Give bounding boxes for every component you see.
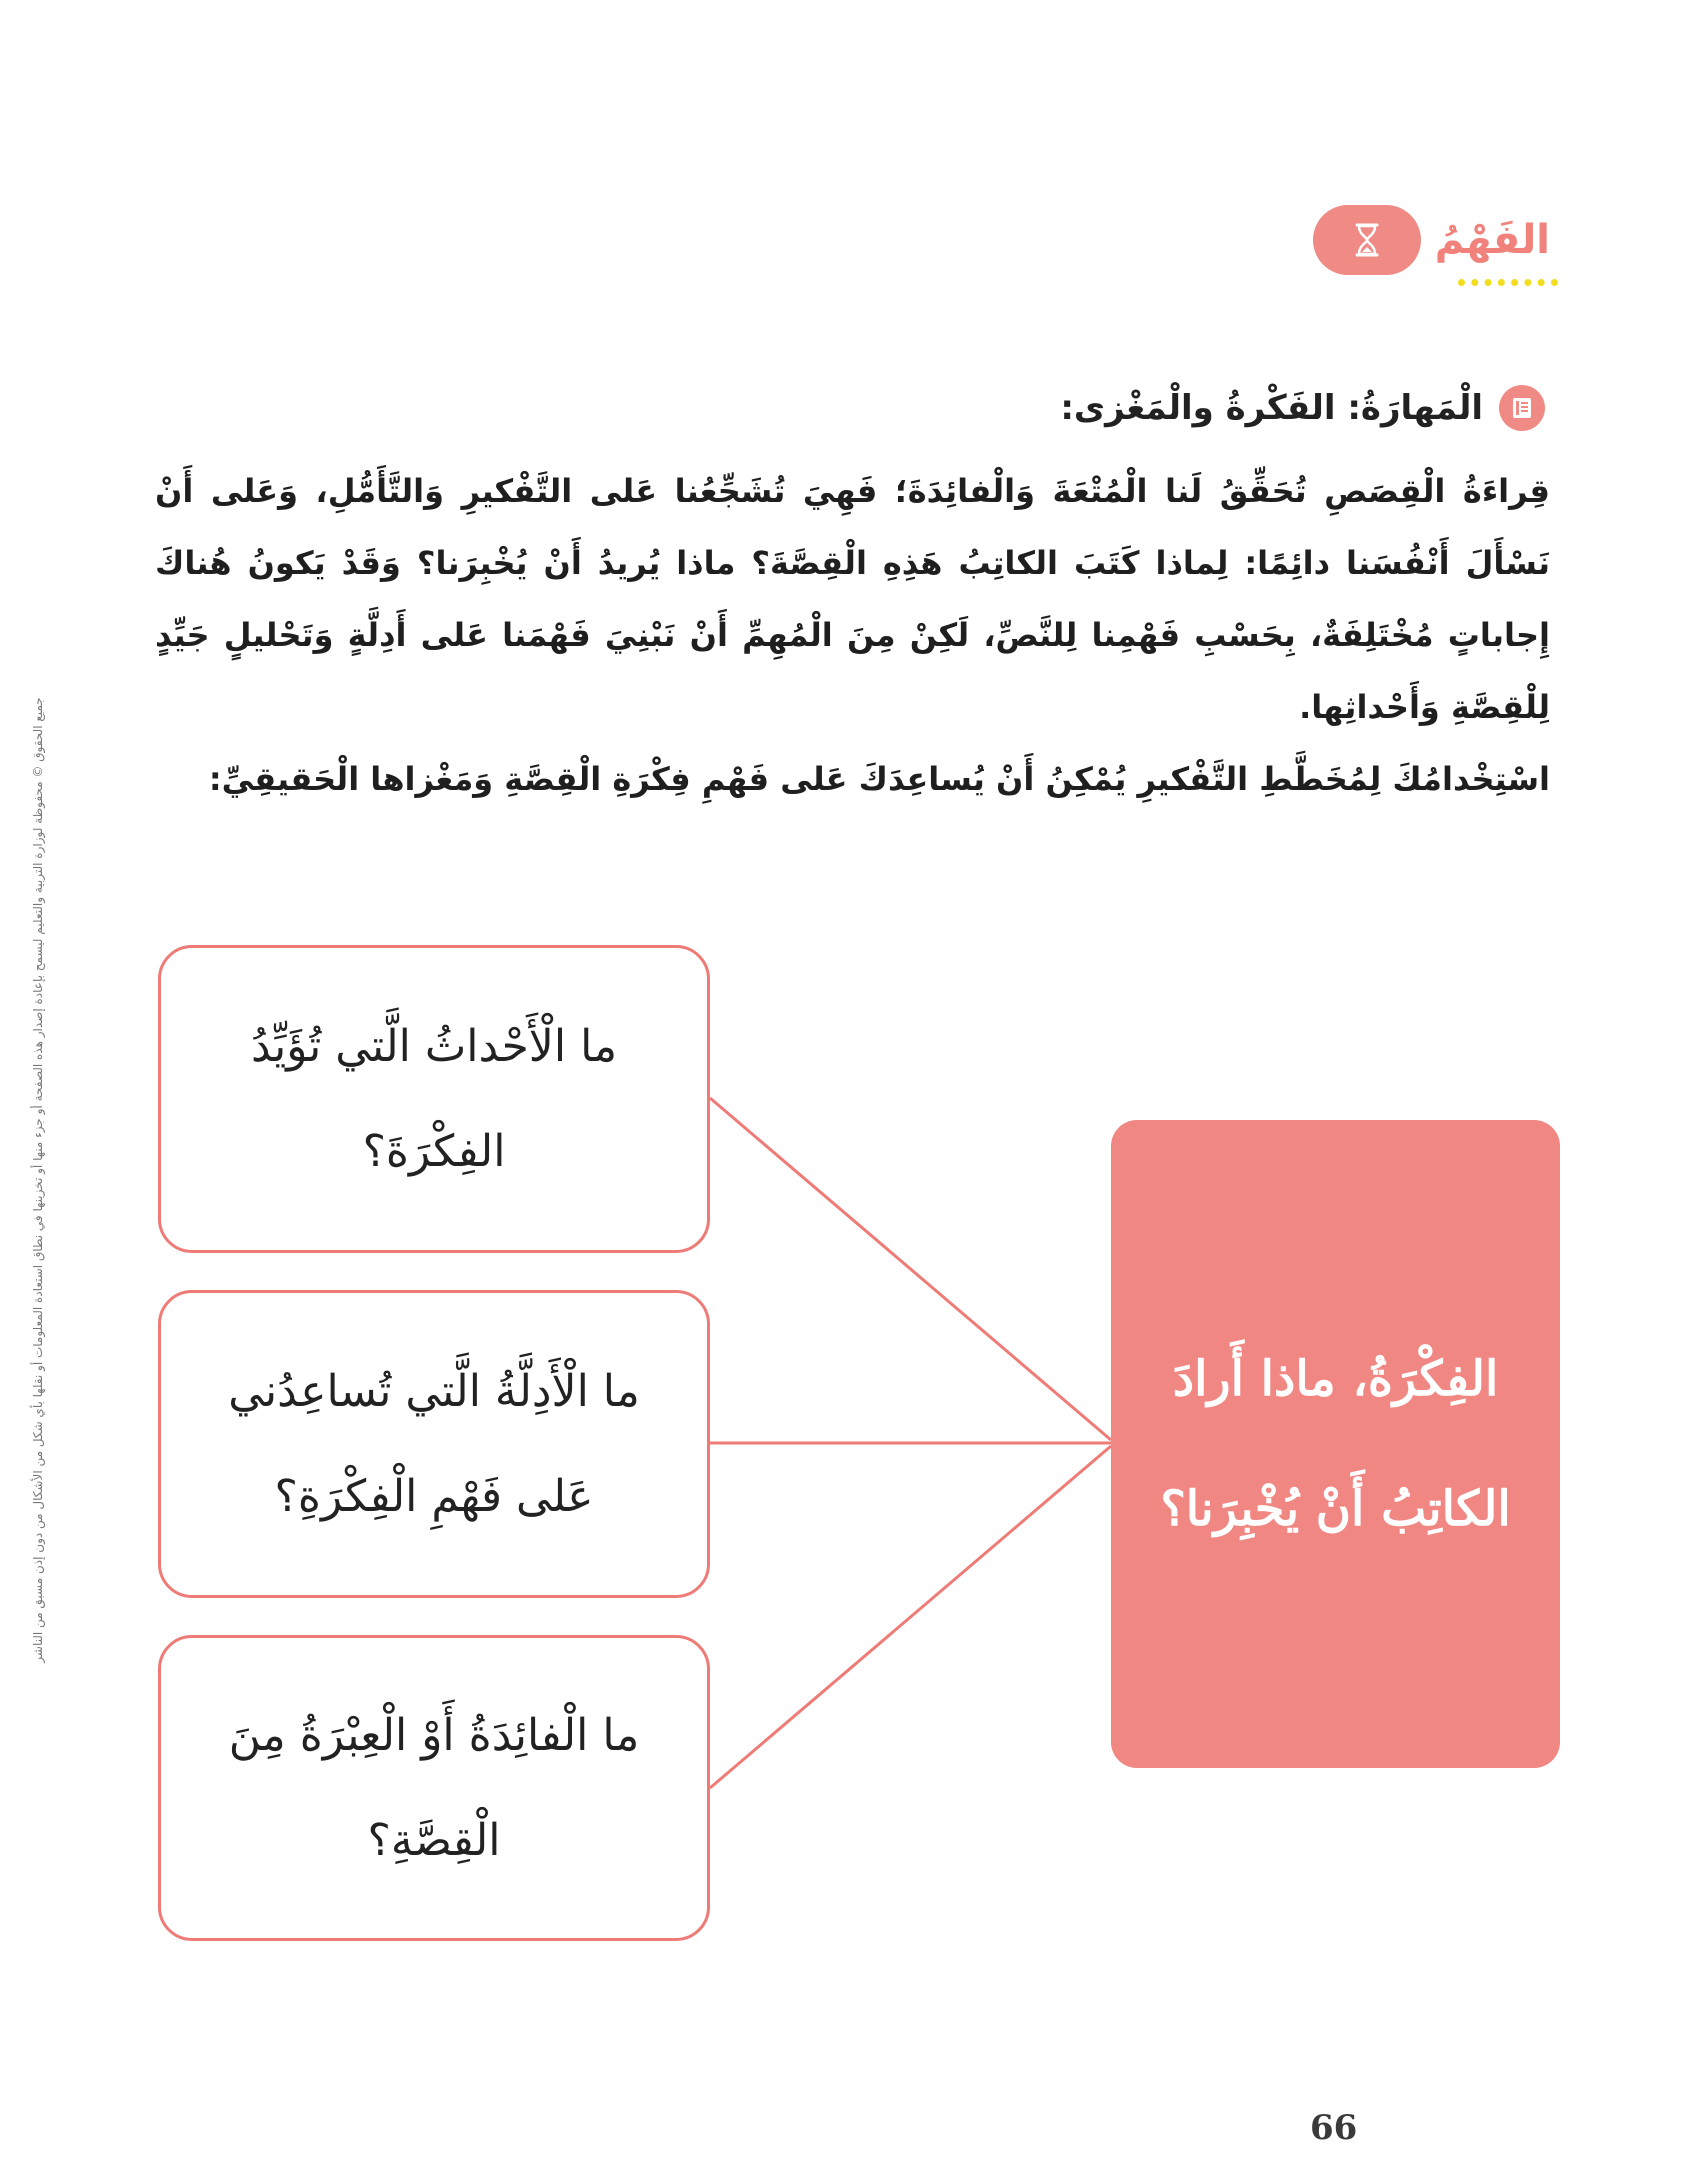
question-box-evidence: [158, 1290, 710, 1598]
question-text: ما الْفائِدَةُ أَوْ الْعِبْرَةُ مِنَ الْقِصَّةِ؟: [228, 1710, 640, 1866]
question-text: ما الْأَدِلَّةُ الَّتي تُساعِدُني عَلى فَهْمِ الْفِكْرَةِ؟: [228, 1366, 640, 1522]
page-number: 66: [1310, 2108, 1358, 2148]
paragraph-body: قِراءَةُ الْقِصَصِ تُحَقِّقُ لَنا الْمُتْعَةَ وَالْفائِدَةَ؛ فَهِيَ تُشَجِّعُنا عَلى التَّفْكيرِ وَالتَّأَمُّلِ، وَعَلى أَنْ نَسْأَلَ أَنْفُسَنا دائِمًا: لِماذا كَتَبَ الكاتِبُ هَذِهِ الْقِصَّةَ؟ ماذا يُريدُ أَنْ يُخْبِرَنا؟ وَقَدْ يَكونُ هُناكَ إِجاباتٍ مُخْتَلِفَةٌ، بِحَسْبِ فَهْمِنا لِلنَّصِّ، لَكِنْ مِنَ الْمُهِمِّ أَنْ نَبْنِيَ فَهْمَنا عَلى أَدِلَّةٍ وَتَحْليلٍ جَيِّدٍ لِلْقِصَّةِ وَأَحْداثِها.: [155, 472, 1550, 726]
main-idea-box: [1111, 1120, 1560, 1768]
skill-title: الْمَهارَةُ: الفَكْرةُ والْمَغْزى:: [1060, 388, 1483, 428]
margin-credit: جميع الحقوق © محفوظة لوزارة التربية والتعليم ليسمح بإعادة إصدار هذه الصفحة أو جزء منها أو تخزينها في نطاق استعادة المعلومات أو نقلها بأي شكل من الأشكال من دون إذن مسبق من الناشر: [31, 697, 45, 1663]
section-title-text: الفَهْمُ: [1434, 217, 1550, 263]
connector-line-top: [710, 1098, 1111, 1440]
main-idea-text: الفِكْرَةُ، ماذا أَرادَ الكاتِبُ أَنْ يُخْبِرَنا؟: [1160, 1351, 1511, 1537]
question-text: ما الْأَحْداثُ الَّتي تُؤَيِّدُ الفِكْرَةَ؟: [250, 1021, 618, 1177]
paragraph-instruction: اسْتِخْدامُكَ لِمُخَطَّطِ التَّفْكيرِ يُمْكِنُ أَنْ يُساعِدَكَ عَلى فَهْمِ فِكْرَةِ الْقِصَّةِ وَمَغْزاها الْحَقيقِيِّ:: [208, 760, 1550, 798]
question-box-lesson: [158, 1635, 710, 1941]
connector-line-bottom: [710, 1446, 1111, 1788]
question-box-events: [158, 945, 710, 1253]
